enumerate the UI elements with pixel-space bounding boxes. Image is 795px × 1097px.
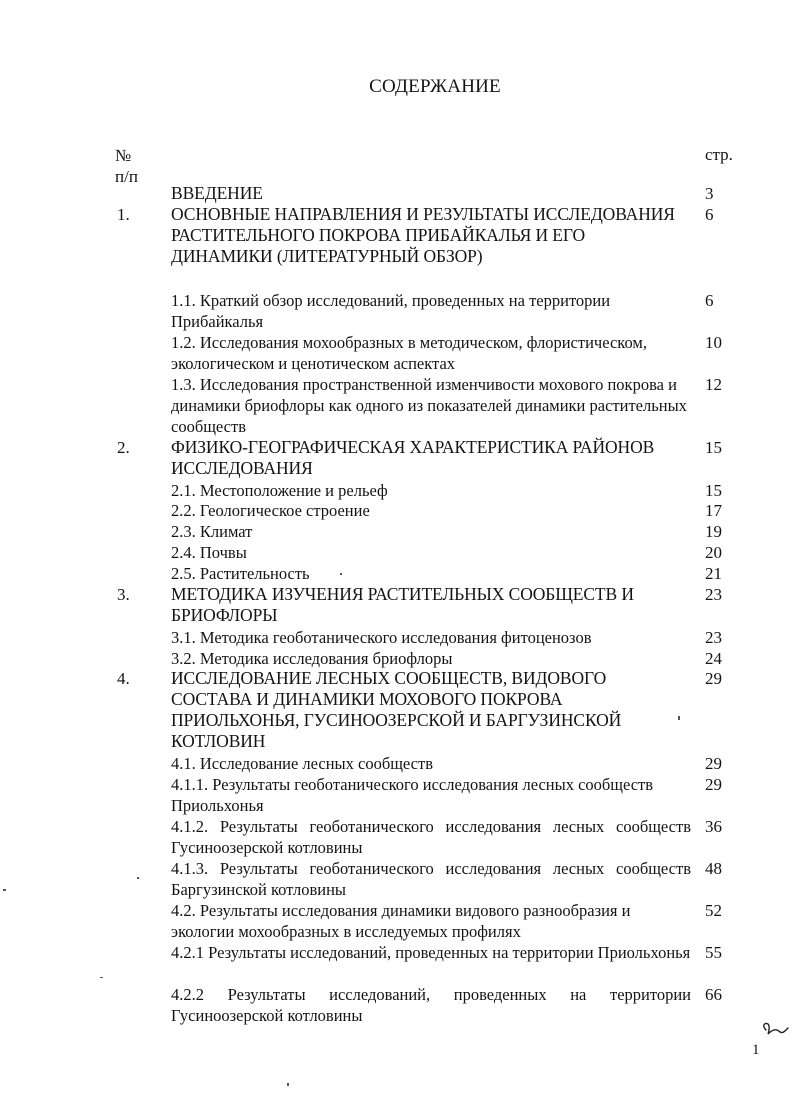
- toc-entry-page: 3: [705, 184, 714, 203]
- toc-entry-title: 2.5. Растительность: [171, 564, 310, 583]
- toc-entry-title: 4.2.1 Результаты исследований, проведенных на территории Приольхонья: [171, 943, 691, 962]
- page-column-header: стр.: [705, 145, 733, 164]
- scan-speck: [137, 877, 139, 879]
- scan-speck: [678, 716, 680, 720]
- scan-speck: [100, 977, 103, 978]
- toc-entry-title: ВВЕДЕНИЕ: [171, 183, 263, 203]
- page-title: СОДЕРЖАНИЕ: [369, 76, 501, 97]
- page-number: 1: [752, 1042, 760, 1058]
- toc-entry-title: МЕТОДИКА ИЗУЧЕНИЯ РАСТИТЕЛЬНЫХ СООБЩЕСТВ И БРИОФЛОРЫ: [171, 584, 634, 625]
- toc-entry-number: 4.: [117, 669, 130, 688]
- toc-entry-title: 2.3. Климат: [171, 522, 253, 541]
- toc-entry-number: 2.: [117, 438, 130, 457]
- scan-speck: [287, 1083, 289, 1086]
- handwritten-mark-icon: [760, 1018, 790, 1042]
- toc-entry-title: 2.4. Почвы: [171, 543, 247, 562]
- toc-entry-title: 1.3. Исследования пространственной изменчивости мохового покрова и динамики бриофлоры как одного из показателей динамики растительных сообществ: [171, 375, 687, 436]
- toc-entry-page: 6: [705, 205, 714, 224]
- toc-entry-page: 12: [705, 375, 722, 394]
- toc-entry-page: 20: [705, 543, 722, 562]
- toc-entry-title: ИССЛЕДОВАНИЕ ЛЕСНЫХ СООБЩЕСТВ, ВИДОВОГО СОСТАВА И ДИНАМИКИ МОХОВОГО ПОКРОВА ПРИОЛЬХОНЬЯ, ГУСИНООЗЕРСКОЙ И БАРГУЗИНСКОЙ КОТЛОВИН: [171, 668, 622, 751]
- toc-entry-title: 3.1. Методика геоботанического исследования фитоценозов: [171, 628, 592, 647]
- scan-speck: [3, 889, 6, 891]
- scan-speck: [340, 573, 342, 575]
- number-column-header: № п/п: [115, 146, 138, 186]
- toc-entry-page: 15: [705, 438, 722, 457]
- toc-entry-title: ФИЗИКО-ГЕОГРАФИЧЕСКАЯ ХАРАКТЕРИСТИКА РАЙОНОВ ИССЛЕДОВАНИЯ: [171, 437, 655, 478]
- toc-entry-page: 23: [705, 585, 722, 604]
- toc-entry-page: 36: [705, 817, 722, 836]
- toc-entry-title: 3.2. Методика исследования бриофлоры: [171, 649, 453, 668]
- toc-entry-page: 29: [705, 669, 722, 688]
- toc-entry-title: 4.2. Результаты исследования динамики видового разнообразия и экологии мохообразных в исследуемых профилях: [171, 901, 631, 941]
- toc-entry-page: 24: [705, 649, 722, 668]
- toc-entry-title: 1.1. Краткий обзор исследований, проведенных на территории Прибайкалья: [171, 291, 611, 331]
- toc-entry-page: 48: [705, 859, 722, 878]
- toc-entry-page: 55: [705, 943, 722, 962]
- toc-entry-page: 23: [705, 628, 722, 647]
- toc-entry-number: 1.: [117, 205, 130, 224]
- toc-entry-page: 6: [705, 291, 714, 310]
- toc-entry-page: 21: [705, 564, 722, 583]
- toc-entry-title: 4.1.2. Результаты геоботанического исследования лесных сообществ Гусиноозерской котловины: [171, 817, 691, 857]
- toc-entry-page: 29: [705, 775, 722, 794]
- toc-entry-title: 2.2. Геологическое строение: [171, 501, 370, 520]
- toc-entry-title: 4.1.3. Результаты геоботанического исследования лесных сообществ Баргузинской котловины: [171, 859, 691, 899]
- toc-entry-page: 17: [705, 501, 722, 520]
- toc-entry-title: 4.1. Исследование лесных сообществ: [171, 754, 433, 773]
- toc-entry-title: 1.2. Исследования мохообразных в методическом, флористическом, экологическом и ценотическом аспектах: [171, 333, 647, 373]
- toc-entry-title: 4.1.1. Результаты геоботанического исследования лесных сообществ Приольхонья: [171, 775, 654, 815]
- toc-entry-page: 10: [705, 333, 722, 352]
- toc-entry-page: 29: [705, 754, 722, 773]
- toc-entry-page: 19: [705, 522, 722, 541]
- toc-entry-number: 3.: [117, 585, 130, 604]
- toc-entry-page: 15: [705, 481, 722, 500]
- toc-entry-page: 52: [705, 901, 722, 920]
- toc-entry-title: 4.2.2 Результаты исследований, проведенных на территории Гусиноозерской котловины: [171, 985, 691, 1025]
- toc-entry-title: 2.1. Местоположение и рельеф: [171, 481, 388, 500]
- toc-entry-page: 66: [705, 985, 722, 1004]
- toc-entry-title: ОСНОВНЫЕ НАПРАВЛЕНИЯ И РЕЗУЛЬТАТЫ ИССЛЕДОВАНИЯ РАСТИТЕЛЬНОГО ПОКРОВА ПРИБАЙКАЛЬЯ И ЕГО ДИНАМИКИ (ЛИТЕРАТУРНЫЙ ОБЗОР): [171, 204, 675, 266]
